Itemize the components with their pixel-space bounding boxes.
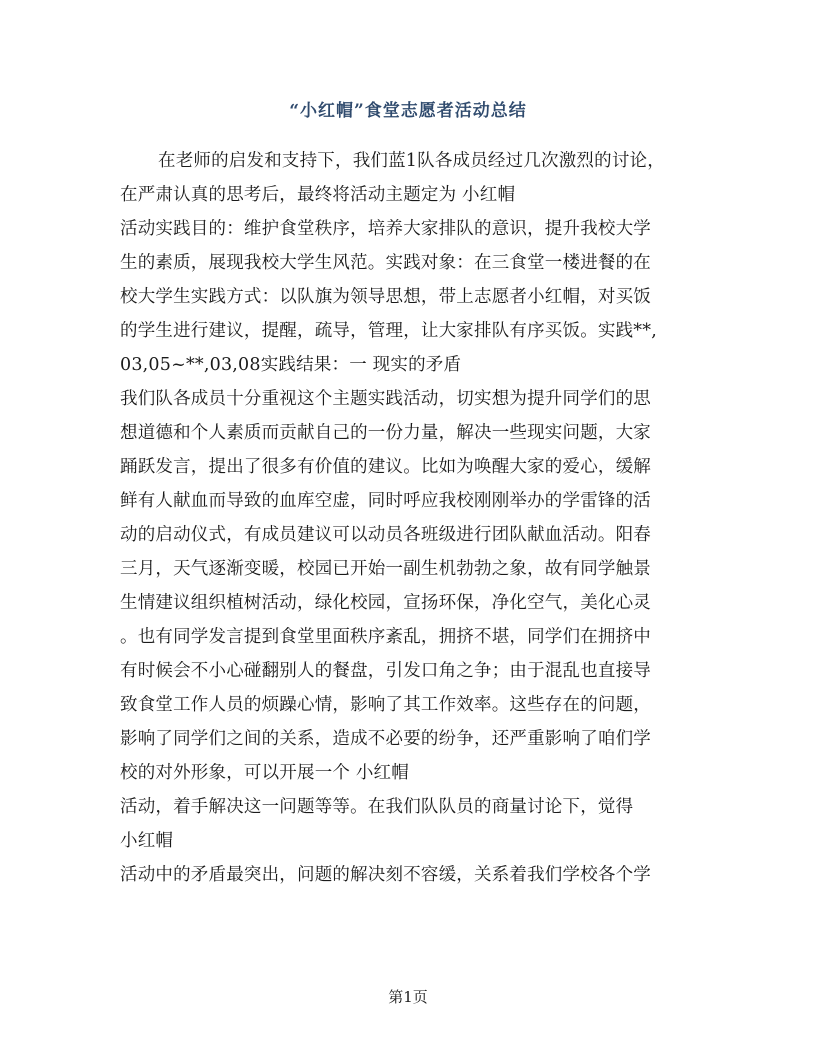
paragraph-line: 鲜有人献血而导致的血库空虚，同时呼应我校刚刚举办的学雷锋的活 <box>120 491 651 511</box>
document-body <box>120 144 700 892</box>
paragraph-line: 有时候会不小心碰翻别人的餐盘，引发口角之争；由于混乱也直接导 <box>120 661 651 681</box>
document-title: “小红帽”食堂志愿者活动总结 <box>289 101 527 121</box>
paragraph-line: 我们队各成员十分重视这个主题实践活动，切实想为提升同学们的思 <box>120 389 651 409</box>
paragraph-line: 校的对外形象，可以开展一个 小红帽 <box>120 763 409 783</box>
paragraph-line: 影响了同学们之间的关系，造成不必要的纷争，还严重影响了咱们学 <box>120 729 651 749</box>
paragraph-line: 的学生进行建议，提醒，疏导，管理，让大家排队有序买饭。实践**, <box>120 321 657 341</box>
paragraph-line: 想道德和个人素质而贡献自己的一份力量，解决一些现实问题，大家 <box>120 423 651 443</box>
paragraph-line: 活动中的矛盾最突出，问题的解决刻不容缓，关系着我们学校各个学 <box>120 865 651 885</box>
paragraph-line: 。也有同学发言提到食堂里面秩序紊乱，拥挤不堪，同学们在拥挤中 <box>120 627 651 647</box>
paragraph-line: 生的素质，展现我校大学生风范。实践对象：在三食堂一楼进餐的在 <box>120 253 651 273</box>
paragraph-line: 03,05~**,03,08实践结果：一 现实的矛盾 <box>120 355 462 375</box>
paragraph-line: 三月，天气逐渐变暖，校园已开始一副生机勃勃之象，故有同学触景 <box>120 559 651 579</box>
paragraph-line: 踊跃发言，提出了很多有价值的建议。比如为唤醒大家的爱心，缓解 <box>120 457 651 477</box>
paragraph-line: 活动，着手解决这一问题等等。在我们队队员的商量讨论下，觉得 <box>120 797 634 817</box>
paragraph-line: 动的启动仪式，有成员建议可以动员各班级进行团队献血活动。阳春 <box>120 525 651 545</box>
paragraph-line: 致食堂工作人员的烦躁心情，影响了其工作效率。这些存在的问题， <box>120 695 651 715</box>
page-number: 第1页 <box>388 988 428 1006</box>
paragraph-line: 活动实践目的：维护食堂秩序，培养大家排队的意识，提升我校大学 <box>120 219 651 239</box>
paragraph-line: 小红帽 <box>120 831 174 851</box>
paragraph-line: 校大学生实践方式：以队旗为领导思想，带上志愿者小红帽，对买饭 <box>120 287 651 307</box>
paragraph-line: 在老师的启发和支持下，我们蓝1队各成员经过几次激烈的讨论， <box>158 151 665 171</box>
paragraph-line: 在严肃认真的思考后，最终将活动主题定为 小红帽 <box>120 185 516 205</box>
paragraph-line: 生情建议组织植树活动，绿化校园，宣扬环保，净化空气，美化心灵 <box>120 593 651 613</box>
